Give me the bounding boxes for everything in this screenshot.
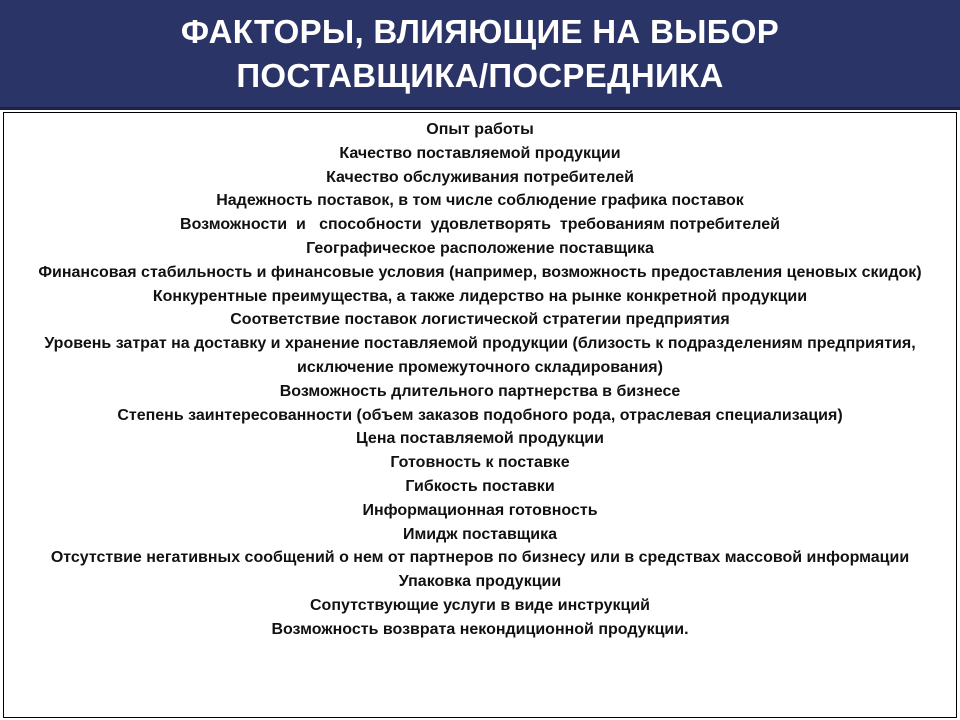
slide-title-line-1: ФАКТОРЫ, ВЛИЯЮЩИЕ НА ВЫБОР [180, 12, 780, 50]
factor-competitive-advantages: Конкурентные преимущества, а также лидерство на рынке конкретной продукции [152, 287, 808, 305]
factor-delivery-readiness: Готовность к поставке [390, 454, 570, 472]
factor-financial-stability: Финансовая стабильность и финансовые условия (например, возможность предоставления ценовых скидок) [38, 263, 922, 281]
factor-capabilities: Возможности и способности удовлетворять требованиям потребителей [180, 216, 780, 234]
factor-packaging: Упаковка продукции [398, 573, 562, 591]
factors-list [4, 118, 956, 642]
factors-box [3, 112, 957, 718]
factor-reputation: Отсутствие негативных сообщений о нем от партнеров по бизнесу или в средствах массовой информации [50, 549, 910, 567]
factor-logistics-strategy: Соответствие поставок логистической стратегии предприятия [230, 311, 730, 329]
factor-returns: Возможность возврата некондиционной продукции. [271, 620, 689, 638]
factor-long-term-partnership: Возможность длительного партнерства в бизнесе [279, 382, 681, 400]
factor-delivery-costs: Уровень затрат на доставку и хранение поставляемой продукции (близость к подразделениям предприятия, исключение промежуточного складирования) [44, 335, 916, 376]
factor-supplier-image: Имидж поставщика [402, 525, 558, 543]
title-bar [0, 0, 960, 110]
slide-title-line-2: ПОСТАВЩИКА/ПОСРЕДНИКА [236, 56, 724, 94]
factor-delivery-flexibility: Гибкость поставки [405, 477, 555, 495]
factor-information-readiness: Информационная готовность [362, 501, 598, 519]
factor-delivery-reliability: Надежность поставок, в том числе соблюдение графика поставок [216, 192, 744, 210]
slide-title [181, 10, 779, 98]
factor-price: Цена поставляемой продукции [356, 430, 604, 448]
factor-experience: Опыт работы [426, 121, 534, 138]
factor-related-services: Сопутствующие услуги в виде инструкций [310, 596, 650, 614]
factor-interest-level: Степень заинтересованности (объем заказов подобного рода, отраслевая специализация) [117, 406, 843, 424]
factor-service-quality: Качество обслуживания потребителей [326, 168, 634, 186]
factor-product-quality: Качество поставляемой продукции [339, 144, 621, 162]
factor-location: Географическое расположение поставщика [306, 239, 654, 257]
